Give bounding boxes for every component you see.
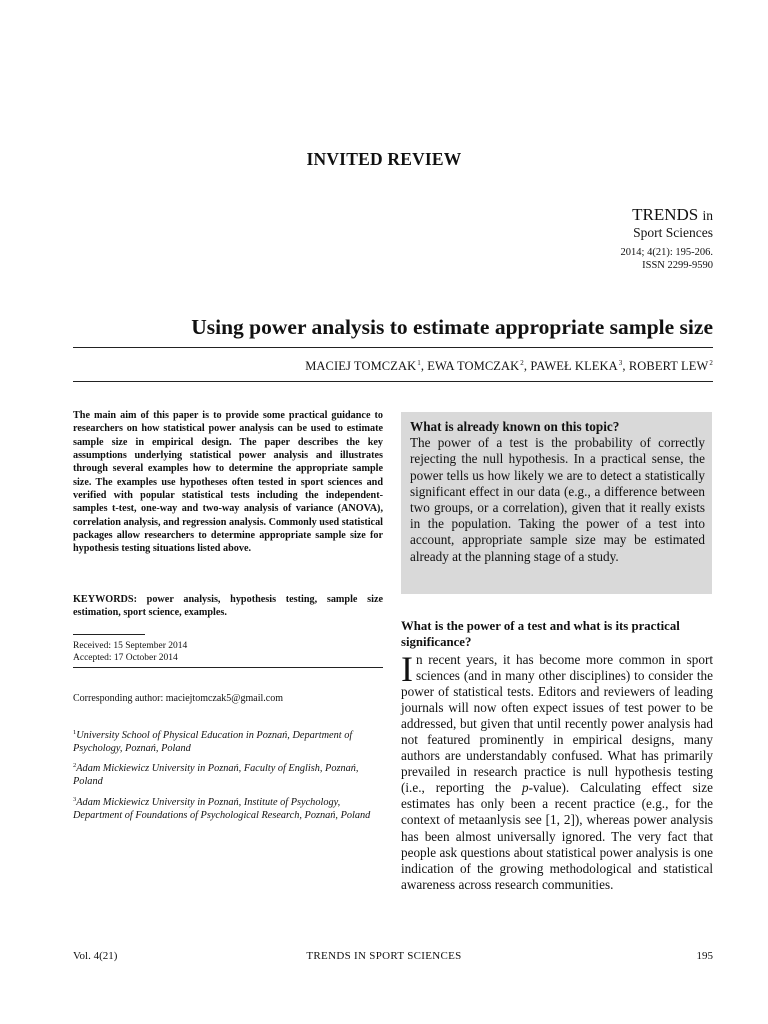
section-label: INVITED REVIEW — [306, 149, 462, 169]
body-paragraph: In recent years, it has become more common in sport sciences (and in many other disciplines) to consider the power of statistical tests. Editors and reviewers of leading journals will now often expect issues of test power to be addressed, but given that until recently power analysis had not featured prominently in empirical designs, many authors are understandably confused. What has primarily prevailed in research practice is null hypothesis testing (i.e., reporting the p-value). Calculating effect size estimates has only been a recent practice (e.g., for the context of metaanlysis see [1, 2]), whereas power analysis has been almost universally ignored. The very fact that people ask questions about statistical power analysis is one indication of the growing methodological and statistical awareness across research communities. — [401, 649, 714, 892]
journal-name: TRENDS in — [632, 205, 713, 224]
accepted-date: Accepted: 17 October 2014 — [73, 653, 178, 663]
title-rule — [73, 347, 713, 348]
section-heading: What is the power of a test and what is its practical significance? — [401, 619, 680, 649]
received-date: Received: 15 September 2014 — [73, 641, 188, 651]
author-name: EWA TOMCZAK — [427, 359, 520, 373]
affiliation-3: $^3$Adam Mickiewicz University in Poznań, Institute of Psychology, Department of Foundations of Psychological Research, Poznań, Poland — [73, 796, 371, 822]
issn: ISSN 2299-9590 — [642, 260, 713, 271]
journal-masthead — [621, 205, 713, 272]
affiliation-1: $^1$University School of Physical Education in Poznań, Department of Psychology, Poznań, Poland — [73, 729, 353, 755]
article-title: Using power analysis to estimate appropriate sample size — [191, 315, 713, 339]
dates-divider — [73, 634, 145, 635]
author-affiliation-marker: 2 — [520, 359, 524, 367]
known-topic-text: The power of a test is the probability of correctly rejecting the null hypothesis. In a practical sense, the power tells us how likely we are to detect a statistically significant effect in our data (e.g., a difference between two groups, or a correlation), given that it really exists in the population. Taking the power of a test into account, appropriate sample size may be estimated already at the planning stage of a study. — [410, 435, 705, 564]
corresponding-author: Corresponding author: maciejtomczak5@gmail.com — [73, 693, 283, 704]
known-topic-heading: What is already known on this topic? — [410, 419, 620, 434]
author-affiliation-marker: 1 — [417, 359, 421, 367]
author-list: MACIEJ TOMCZAK$^1$, EWA TOMCZAK$^2$, PAWEŁ KLEKA$^3$, ROBERT LEW$^2$ — [305, 359, 713, 373]
drop-cap: I — [401, 649, 413, 689]
journal-subtitle: Sport Sciences — [633, 225, 713, 240]
abstract: The main aim of this paper is to provide some practical guidance to researchers on how statistical power analysis can be used to estimate sample size in empirical design. The paper describes the key assumptions underlying statistical power analysis and illustrates through several examples how to determine the appropriate sample size. The examples use hypotheses often tested in sport sciences and verified with popular statistical tests including the independent-samples t-test, one-way and two-way analysis of variance (ANOVA), correlation analysis, and regression analysis. Commonly used statistical packages allow researchers to determine appropriate sample size for hypothesis testing situations listed above. — [73, 410, 383, 555]
known-topic-box — [401, 412, 712, 594]
authors-rule — [73, 381, 713, 382]
page-number: 195 — [696, 950, 713, 962]
dates — [73, 640, 187, 664]
author-name: ROBERT LEW — [628, 359, 709, 373]
affiliation-2: $^2$Adam Mickiewicz University in Poznań, Faculty of English, Poznań, Poland — [73, 762, 359, 788]
citation: 2014; 4(21): 195-206. — [620, 247, 713, 258]
author-name: PAWEŁ KLEKA — [530, 359, 618, 373]
author-name: MACIEJ TOMCZAK — [305, 359, 417, 373]
keywords: KEYWORDS: power analysis, hypothesis testing, sample size estimation, sport science, examples. — [73, 594, 383, 619]
footer-volume: Vol. 4(21) — [73, 950, 118, 962]
author-affiliation-marker: 3 — [618, 359, 623, 367]
footer-journal: TRENDS IN SPORT SCIENCES — [306, 950, 462, 962]
dates-rule — [73, 667, 383, 668]
author-affiliation-marker: 2 — [709, 359, 713, 367]
